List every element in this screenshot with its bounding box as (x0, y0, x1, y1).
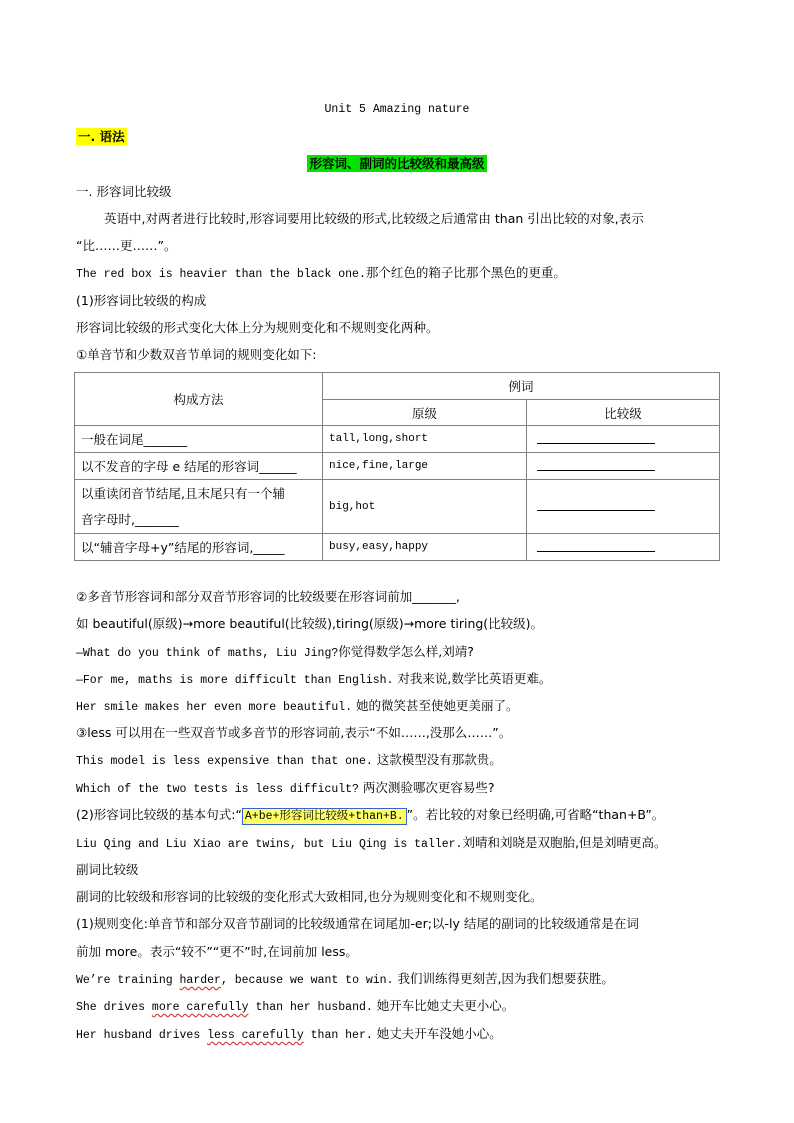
example-zh: 她丈夫开车没她小心。 (372, 1026, 502, 1041)
table-cell-examples: nice,fine,large (323, 453, 527, 480)
table-cell-examples: tall,long,short (323, 426, 527, 453)
underlined-word: harder (179, 974, 221, 987)
paragraph-line: 如 beautiful(原级)→more beautiful(比较级),tiring(原级)→more tiring(比较级)。 (76, 616, 544, 631)
table-row (75, 453, 720, 480)
paragraph-line: 形容词比较级的形式变化大体上分为规则变化和不规则变化两种。 (76, 320, 439, 335)
table-row (75, 426, 720, 453)
paragraph-line: “比……更……”。 (76, 238, 177, 253)
underlined-word: less carefully (207, 1029, 304, 1042)
example-sentence (76, 670, 720, 690)
method-line: 音字母时,_______ (81, 511, 179, 527)
example-sentence (76, 697, 720, 717)
table-cell-answer (527, 453, 720, 480)
topic-heading-text: 形容词、副词的比较级和最高级 (309, 156, 485, 171)
example-zh: 她的微笑甚至使她更美丽了。 (352, 698, 519, 713)
table-cell-examples: busy,easy,happy (323, 534, 527, 561)
paragraph-line: (1)规则变化:单音节和部分双音节副词的比较级通常在词尾加-er;以-ly 结尾的副词的比较级通常是在词 (76, 916, 639, 931)
table-cell-method: 以不发音的字母 e 结尾的形容词______ (75, 453, 323, 480)
example-en: Her husband drives (76, 1029, 208, 1042)
paragraph-line: 前加 more。表示“较不”“更不”时,在词前加 less。 (76, 944, 358, 959)
example-zh: 你觉得数学怎么样,刘靖? (338, 644, 474, 659)
example-zh: 那个红色的箱子比那个黑色的更重。 (365, 265, 566, 280)
example-en: Her smile makes her even more beautiful. (76, 701, 353, 714)
subheading-adverb-comparative: 副词比较级 (76, 862, 139, 877)
table-cell-method: 以“辅音字母+y”结尾的形容词,_____ (75, 534, 323, 561)
example-en: She drives (76, 1001, 152, 1014)
paragraph-line: ①单音节和少数双音节单词的规则变化如下: (76, 347, 317, 362)
text-segment: ”。若比较的对象已经明确,可省略“than+B”。 (406, 807, 665, 822)
example-en: —For me, maths is more difficult than English. (76, 674, 394, 687)
example-en: Liu Qing and Liu Xiao are twins, but Liu Qing is taller. (76, 838, 463, 851)
section-heading (76, 128, 720, 146)
table-cell-answer (527, 480, 720, 534)
table-header-method: 构成方法 (75, 373, 323, 426)
example-sentence (76, 264, 720, 284)
table-header-examples: 例词 (323, 373, 720, 400)
example-sentence (76, 970, 720, 990)
sentence-pattern-highlight: A+be+形容词比较级+than+B. (242, 808, 407, 825)
example-en: This model is less expensive than that one. (76, 755, 373, 768)
example-en: than her. (303, 1029, 373, 1042)
example-sentence (76, 997, 720, 1017)
table-cell-examples: big,hot (323, 480, 527, 534)
topic-heading (0, 155, 794, 173)
table-header-base: 原级 (323, 400, 527, 426)
table-cell-answer (527, 426, 720, 453)
paragraph-line: ③less 可以用在一些双音节或多音节的形容词前,表示“不如……,没那么……”。 (76, 725, 512, 740)
method-line: 以重读闭音节结尾,且末尾只有一个辅 (81, 485, 285, 501)
paragraph-line: ②多音节形容词和部分双音节形容词的比较级要在形容词前加_______, (76, 589, 460, 604)
example-en: , because we want to win. (220, 974, 394, 987)
table-header-comparative: 比较级 (527, 400, 720, 426)
table-cell-method (75, 480, 323, 534)
table-cell-method: 一般在词尾_______ (75, 426, 323, 453)
example-zh: 我们训练得更刻苦,因为我们想要获胜。 (393, 971, 614, 986)
subheading-adjective-comparative: 一. 形容词比较级 (76, 184, 172, 199)
answer-blank (537, 550, 655, 552)
paragraph-line: 副词的比较级和形容词的比较级的变化形式大致相同,也分为规则变化和不规则变化。 (76, 889, 543, 904)
example-zh: 两次测验哪次更容易些? (358, 780, 495, 795)
example-zh: 她开车比她丈夫更小心。 (372, 998, 515, 1013)
table-row (75, 480, 720, 534)
example-en: We’re training (76, 974, 180, 987)
example-en: Which of the two tests is less difficult? (76, 783, 359, 796)
section-heading-text: 一. 语法 (78, 129, 125, 144)
example-sentence (76, 643, 720, 663)
answer-blank (537, 469, 655, 471)
subheading: (1)形容词比较级的构成 (76, 293, 207, 308)
underlined-word: more carefully (151, 1001, 249, 1014)
table-cell-answer (527, 534, 720, 561)
example-zh: 对我来说,数学比英语更难。 (393, 671, 552, 686)
example-en: than her husband. (248, 1001, 373, 1014)
answer-blank (537, 509, 655, 511)
comparative-rules-table (74, 372, 720, 561)
example-en: The red box is heavier than the black one. (76, 268, 366, 281)
example-en: —What do you think of maths, Liu Jing? (76, 647, 339, 660)
example-sentence (76, 751, 720, 771)
example-sentence (76, 779, 720, 799)
example-sentence (76, 1025, 720, 1045)
page-title: Unit 5 Amazing nature (324, 103, 470, 116)
text-segment: (2)形容词比较级的基本句式:“ (76, 807, 242, 822)
paragraph-line (76, 806, 720, 826)
paragraph-line: 英语中,对两者进行比较时,形容词要用比较级的形式,比较级之后通常由 than 引出比较的对象,表示 (104, 211, 644, 226)
example-zh: 刘晴和刘晓是双胞胎,但是刘晴更高。 (462, 835, 667, 850)
example-zh: 这款模型没有那款贵。 (372, 752, 502, 767)
answer-blank (537, 442, 655, 444)
example-sentence (76, 834, 720, 854)
table-row (75, 534, 720, 561)
